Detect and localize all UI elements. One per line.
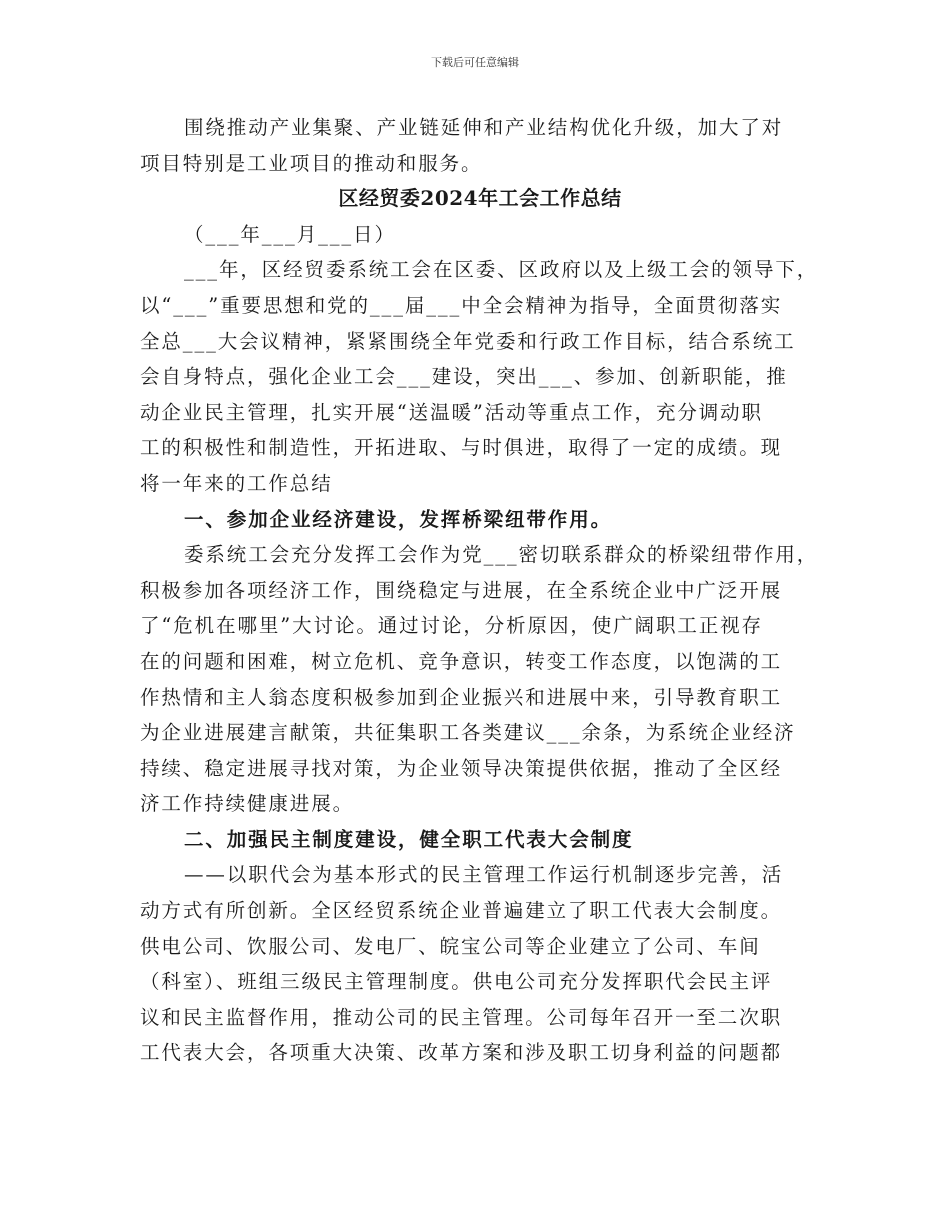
text-line: 全总___大会议精神，紧紧围绕全年党委和行政工作目标，结合系统工: [140, 329, 796, 353]
document-body: [140, 110, 820, 1071]
text-line: 在的问题和困难，树立危机、竞争意识，转变工作态度，以饱满的工: [140, 649, 783, 673]
text-line: 工代表大会，各项重大决策、改革方案和涉及职工切身利益的问题都: [140, 1041, 783, 1065]
text-line: ___年，区经贸委系统工会在区委、区政府以及上级工会的领导下，: [184, 258, 819, 282]
text-line: ——以职代会为基本形式的民主管理工作运行机制逐步完善，活: [184, 863, 784, 887]
text-line: 积极参加各项经济工作，围绕稳定与进展，在全系统企业中广泛开展: [140, 578, 783, 602]
document-title: 区经贸委2024年工会工作总结: [338, 186, 622, 211]
text-line: 了“危机在哪里”大讨论。通过讨论，分析原因，使广阔职工正视存: [140, 614, 763, 638]
text-line: （科室）、班组三级民主管理制度。供电公司充分发挥职代会民主评: [140, 970, 773, 994]
text-line: 持续、稳定进展寻找对策，为企业领导决策提供依据，推动了全区经: [140, 756, 783, 780]
text-line: 为企业进展建言献策，共征集职工各类建议___余条，为系统企业经济: [140, 721, 796, 745]
text-line: 工的积极性和制造性，开拓进取、与时俱进，取得了一定的成绩。现: [140, 436, 783, 460]
text-line: 济工作持续健康进展。: [140, 792, 355, 816]
page-header: 下载后可任意编辑: [431, 56, 519, 69]
text-line: 委系统工会充分发挥工会作为党___密切联系群众的桥梁纽带作用，: [184, 543, 819, 567]
date-line: （___年___月___日）: [184, 222, 396, 246]
section-heading: 二、加强民主制度建设，健全职工代表大会制度: [184, 827, 634, 851]
text-line: 将一年来的工作总结: [140, 471, 333, 495]
text-line: 供电公司、饮服公司、发电厂、皖宝公司等企业建立了公司、车间: [140, 934, 761, 958]
text-line: 围绕推动产业集聚、产业链延伸和产业结构优化升级，加大了对: [184, 116, 784, 139]
text-line: 动方式有所创新。全区经贸系统企业普遍建立了职工代表大会制度。: [140, 899, 783, 923]
text-line: 会自身特点，强化企业工会___建设，突出___、参加、创新职能，推: [140, 365, 788, 389]
text-line: 动企业民主管理，扎实开展“送温暖”活动等重点工作，充分调动职: [140, 400, 763, 424]
section-heading: 一、参加企业经济建设，发挥桥梁纽带作用。: [184, 507, 613, 531]
text-line: 项目特别是工业项目的推动和服务。: [140, 151, 483, 175]
text-line: 以“___”重要思想和党的___届___中全会精神为指导，全面贯彻落实: [140, 293, 783, 317]
text-line: 议和民主监督作用，推动公司的民主管理。公司每年召开一至二次职: [140, 1005, 783, 1029]
text-line: 作热情和主人翁态度积极参加到企业振兴和进展中来，引导教育职工: [140, 685, 783, 709]
